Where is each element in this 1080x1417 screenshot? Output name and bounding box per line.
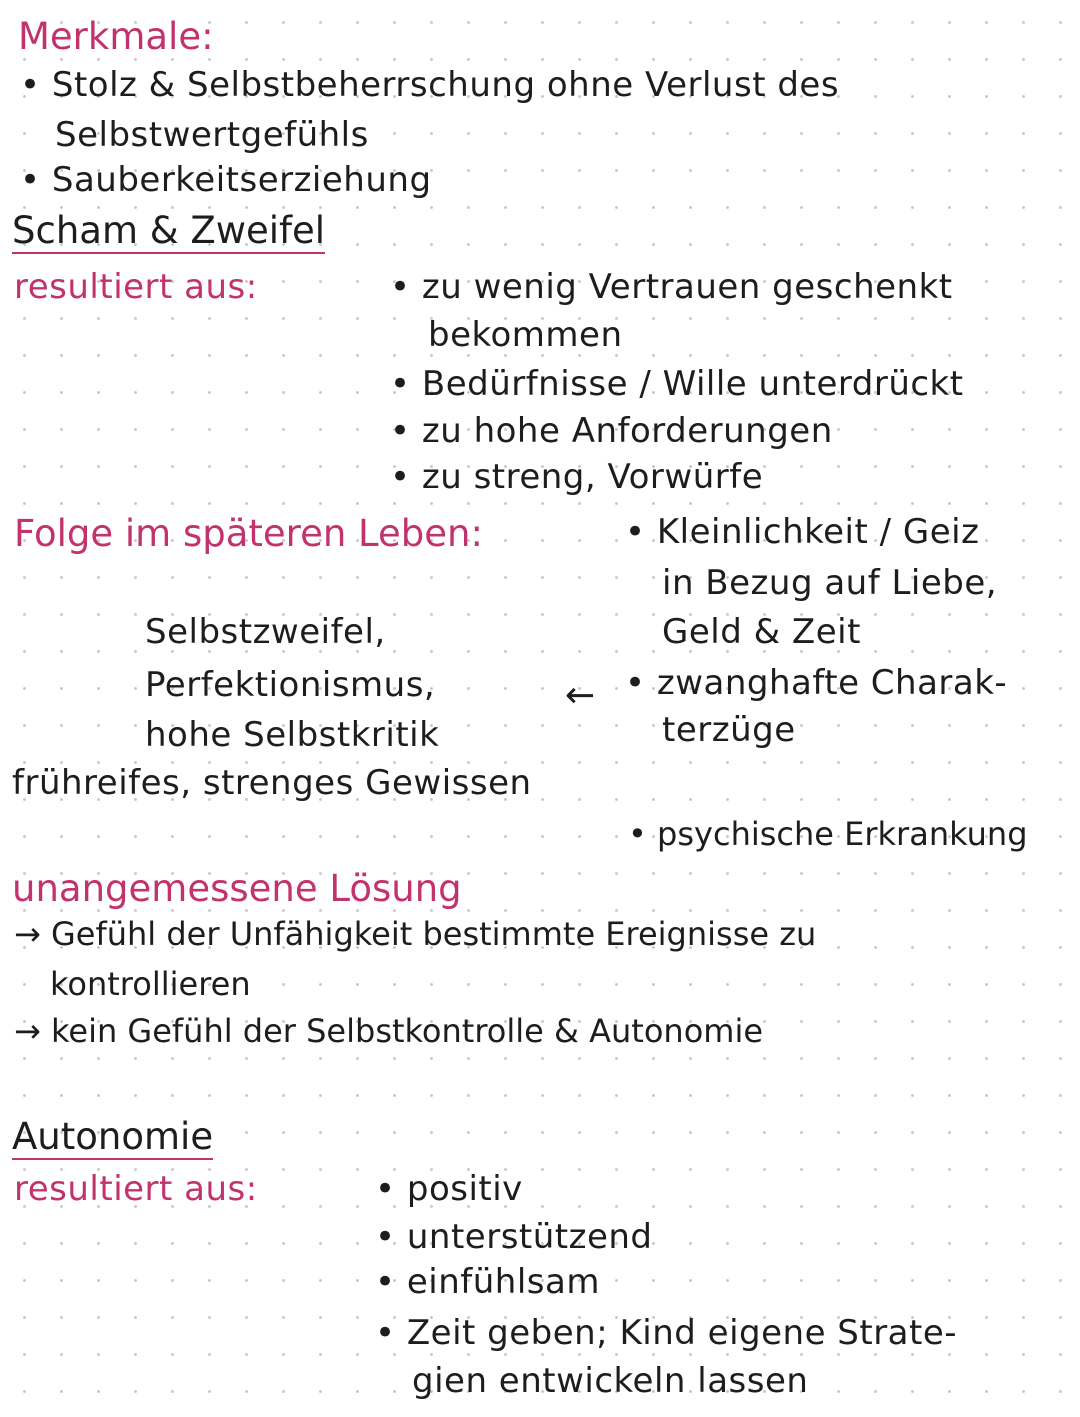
merkmale-item-sauberkeit: • Sauberkeitserziehung bbox=[20, 160, 432, 200]
scham-zweifel-heading: Scham & Zweifel bbox=[12, 209, 326, 252]
autonomie-item: • Zeit geben; Kind eigene Strate- bbox=[375, 1313, 958, 1353]
scham-resultiert-label: resultiert aus: bbox=[14, 267, 258, 307]
folge-left-item: Selbstzweifel, bbox=[145, 612, 386, 652]
cause-item: • zu hohe Anforderungen bbox=[390, 411, 833, 451]
autonomie-heading: Autonomie bbox=[12, 1115, 214, 1158]
folge-label: Folge im späteren Leben: bbox=[14, 512, 483, 555]
autonomie-item-cont: gien entwickeln lassen bbox=[412, 1361, 809, 1401]
folge-left-item: hohe Selbstkritik bbox=[145, 715, 440, 755]
loesung-point: → kein Gefühl der Selbstkontrolle & Autonomie bbox=[14, 1012, 764, 1050]
cause-item: • zu wenig Vertrauen geschenkt bbox=[390, 267, 953, 307]
folge-right-item: • Kleinlichkeit / Geiz bbox=[625, 512, 980, 552]
merkmale-heading: Merkmale: bbox=[18, 15, 214, 58]
psychische-erkrankung-text: • psychische Erkrankung bbox=[628, 815, 1028, 853]
autonomie-item: • positiv bbox=[375, 1169, 523, 1209]
merkmale-item-stolz-cont: Selbstwertgefühls bbox=[55, 115, 369, 155]
cause-item-cont: bekommen bbox=[428, 315, 623, 355]
loesung-point-cont: kontrollieren bbox=[50, 965, 251, 1003]
folge-left-item: Perfektionismus, bbox=[145, 665, 436, 705]
folge-right-item-cont: Geld & Zeit bbox=[662, 612, 861, 652]
folge-right-item-cont: in Bezug auf Liebe, bbox=[662, 563, 998, 603]
left-arrow-icon: ← bbox=[565, 675, 596, 716]
folge-right-item: • zwanghafte Charak- bbox=[625, 663, 1008, 703]
cause-item: • Bedürfnisse / Wille unterdrückt bbox=[390, 364, 964, 404]
loesung-heading: unangemessene Lösung bbox=[12, 867, 462, 910]
autonomie-item: • einfühlsam bbox=[375, 1262, 600, 1302]
cause-item: • zu streng, Vorwürfe bbox=[390, 457, 764, 497]
loesung-point: → Gefühl der Unfähigkeit bestimmte Ereignisse zu bbox=[14, 915, 817, 953]
autonomie-resultiert-label: resultiert aus: bbox=[14, 1169, 258, 1209]
gewissen-text: frühreifes, strenges Gewissen bbox=[12, 763, 532, 803]
autonomie-item: • unterstützend bbox=[375, 1217, 653, 1257]
merkmale-item-stolz: • Stolz & Selbstbeherrschung ohne Verlust des bbox=[20, 65, 840, 105]
folge-right-item-cont: terzüge bbox=[662, 710, 796, 750]
